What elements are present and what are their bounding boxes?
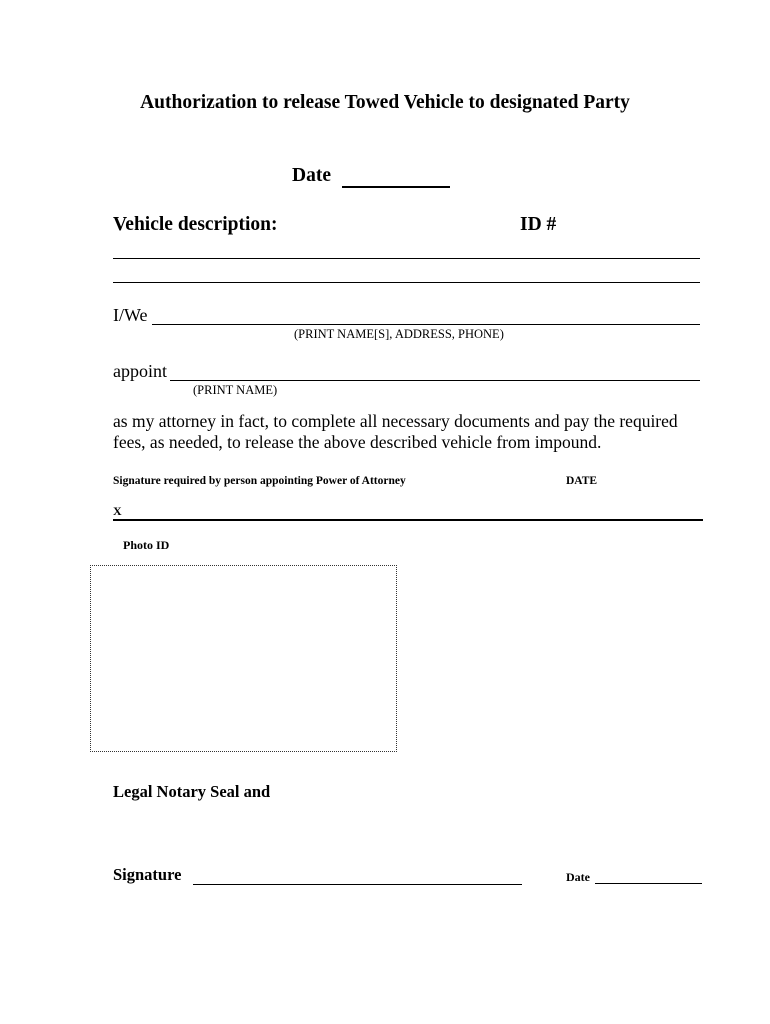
iwe-label: I/We — [113, 305, 148, 325]
authorization-text: as my attorney in fact, to complete all necessary documents and pay the required fees, as needed, to release the above described vehicle from impound. — [113, 411, 678, 452]
photo-id-label: Photo ID — [123, 538, 170, 552]
appoint-hint: (PRINT NAME) — [193, 383, 278, 397]
signature-date-label: DATE — [566, 475, 598, 487]
iwe-hint: (PRINT NAME[S], ADDRESS, PHONE) — [294, 327, 504, 341]
notary-date-field[interactable] — [595, 883, 702, 884]
date-field[interactable] — [342, 186, 450, 188]
signature-required-label: Signature required by person appointing Power of Attorney — [113, 475, 406, 487]
vehicle-description-line-1[interactable] — [113, 258, 700, 259]
appoint-label: appoint — [113, 361, 167, 381]
notary-signature-field[interactable] — [193, 884, 522, 885]
vehicle-description-label: Vehicle description: — [113, 214, 278, 235]
form-title: Authorization to release Towed Vehicle to designated Party — [140, 92, 630, 113]
appointer-signature-field[interactable] — [113, 519, 703, 521]
appoint-name-field[interactable] — [170, 380, 700, 381]
signature-x-mark: X — [113, 504, 122, 518]
vehicle-description-line-2[interactable] — [113, 282, 700, 283]
id-label: ID # — [520, 214, 557, 235]
notary-seal-label: Legal Notary Seal and — [113, 782, 271, 801]
notary-signature-label: Signature — [113, 865, 182, 884]
date-label: Date — [292, 165, 331, 186]
notary-date-label: Date — [566, 870, 590, 884]
photo-id-box — [90, 565, 397, 752]
iwe-name-field[interactable] — [152, 324, 700, 325]
